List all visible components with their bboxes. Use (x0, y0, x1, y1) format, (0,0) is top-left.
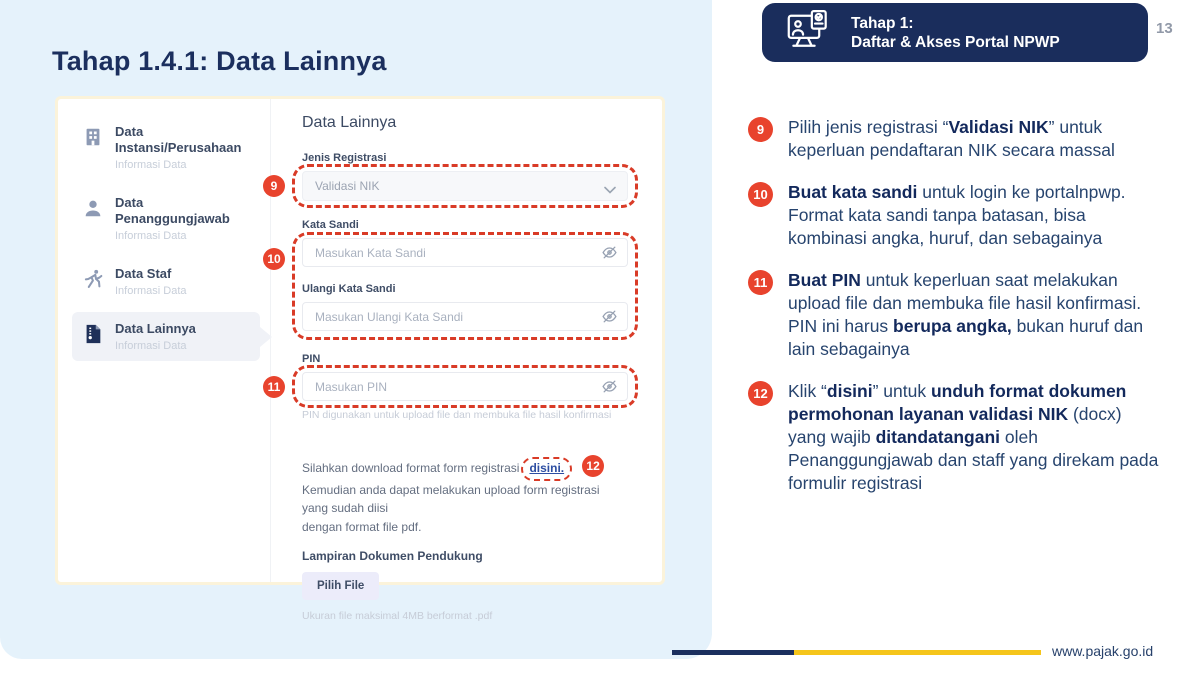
pin-label: PIN (302, 353, 321, 365)
pilih-file-button[interactable]: Pilih File (302, 572, 379, 600)
sidebar-item-sublabel: Informasi Data (115, 340, 187, 352)
page-title: Tahap 1.4.1: Data Lainnya (52, 46, 387, 76)
page-number: 13 (1156, 20, 1173, 37)
sidebar-item-data-staf[interactable] (72, 257, 260, 306)
sidebar-item-data-instansi[interactable] (72, 115, 260, 180)
footer-url: www.pajak.go.id (1052, 643, 1154, 659)
footer-line-navy (672, 650, 794, 655)
person-icon (82, 197, 104, 224)
kata-sandi-label: Kata Sandi (302, 219, 359, 231)
ulangi-kata-sandi-label: Ulangi Kata Sandi (302, 283, 396, 295)
monitor-register-icon (786, 9, 834, 57)
instruction-number-badge: 9 (748, 117, 773, 142)
building-icon (82, 126, 104, 153)
instruction-text: Klik “disini” untuk unduh format dokumen permohonan layanan validasi NIK (docx) yang wajib ditandatangani oleh Penanggungjawab dan staff yang direkam pada formulir registrasi (788, 381, 1159, 493)
download-note-line3: dengan format file pdf. (302, 519, 422, 534)
pin-annotated-group (267, 372, 628, 401)
sidebar-item-data-lainnya[interactable] (72, 312, 260, 361)
runner-icon (82, 268, 104, 295)
zip-file-icon (82, 323, 104, 350)
instruction-number-badge: 10 (748, 182, 773, 207)
download-note-prefix: Silahkan download format form registrasi (302, 461, 520, 475)
chapter-badge-line1: Tahap 1: (851, 14, 914, 32)
ulangi-kata-sandi-input[interactable] (302, 302, 628, 331)
sidebar-item-label: Data Instansi/Perusahaan (115, 124, 242, 155)
jenis-registrasi-select[interactable] (302, 171, 628, 201)
sidebar-item-data-penanggungjawab[interactable] (72, 186, 260, 251)
annotation-badge-12: 12 (582, 455, 604, 477)
chapter-header-badge (762, 3, 1148, 62)
instruction-item (748, 380, 1172, 495)
sidebar-item-sublabel: Informasi Data (115, 159, 187, 171)
instruction-item (748, 116, 1172, 162)
footer-line-yellow (794, 650, 1041, 655)
download-note-line2: Kemudian anda dapat melakukan upload form registrasi yang sudah diisi (302, 482, 600, 515)
jenis-registrasi-annotated-group (270, 171, 628, 201)
chapter-badge-line2: Daftar & Akses Portal NPWP (851, 33, 1060, 51)
kata-sandi-annotated-group (267, 238, 628, 331)
download-note (302, 457, 628, 536)
eye-slash-icon[interactable] (601, 378, 618, 400)
sidebar-item-label: Data Staf (115, 266, 172, 281)
chevron-down-icon (604, 183, 616, 197)
annotation-badge-10: 10 (263, 248, 285, 270)
footer-accent-line (672, 650, 1041, 655)
sidebar-item-label: Data Lainnya (115, 321, 196, 336)
download-link[interactable]: disini. (529, 461, 565, 475)
instruction-number-badge: 12 (748, 381, 773, 406)
instruction-text: Pilih jenis registrasi “Validasi NIK” untuk keperluan pendaftaran NIK secara massal (788, 117, 1115, 160)
form-screenshot-card (55, 96, 665, 622)
annotation-badge-11: 11 (263, 376, 285, 398)
sidebar-item-sublabel: Informasi Data (115, 230, 187, 242)
jenis-registrasi-value: Validasi NIK (315, 179, 380, 193)
form-sidebar (58, 99, 271, 582)
sidebar-item-sublabel: Informasi Data (115, 285, 187, 297)
instruction-text: Buat kata sandi untuk login ke portalnpwp. Format kata sandi tanpa batasan, bisa kombinasi angka, huruf, dan sebagainya (788, 182, 1126, 248)
instruction-text: Buat PIN untuk keperluan saat melakukan upload file dan membuka file hasil konfirmasi. PIN ini harus berupa angka, bukan huruf dan lain sebagainya (788, 270, 1144, 359)
kata-sandi-input[interactable] (302, 238, 628, 267)
instruction-item (748, 269, 1172, 361)
pin-input[interactable] (302, 372, 628, 401)
instruction-list (748, 116, 1172, 514)
sidebar-item-label: Data Penanggungjawab (115, 195, 230, 226)
ulangi-kata-sandi-field-wrap (302, 302, 628, 331)
pin-field-wrap (302, 372, 628, 401)
form-main (267, 99, 662, 622)
annotation-oval-12 (521, 457, 572, 481)
attachment-helper-text: Ukuran file maksimal 4MB berformat .pdf (302, 610, 493, 622)
annotation-badge-9: 9 (263, 175, 285, 197)
jenis-registrasi-label: Jenis Registrasi (302, 152, 387, 164)
eye-slash-icon[interactable] (601, 308, 618, 330)
instruction-item (748, 181, 1172, 250)
instruction-number-badge: 11 (748, 270, 773, 295)
eye-slash-icon[interactable] (601, 244, 618, 266)
form-heading: Data Lainnya (302, 114, 397, 131)
kata-sandi-field-wrap (302, 238, 628, 267)
attachment-label: Lampiran Dokumen Pendukung (302, 549, 483, 563)
pin-helper-text: PIN digunakan untuk upload file dan membuka file hasil konfirmasi (302, 409, 612, 421)
